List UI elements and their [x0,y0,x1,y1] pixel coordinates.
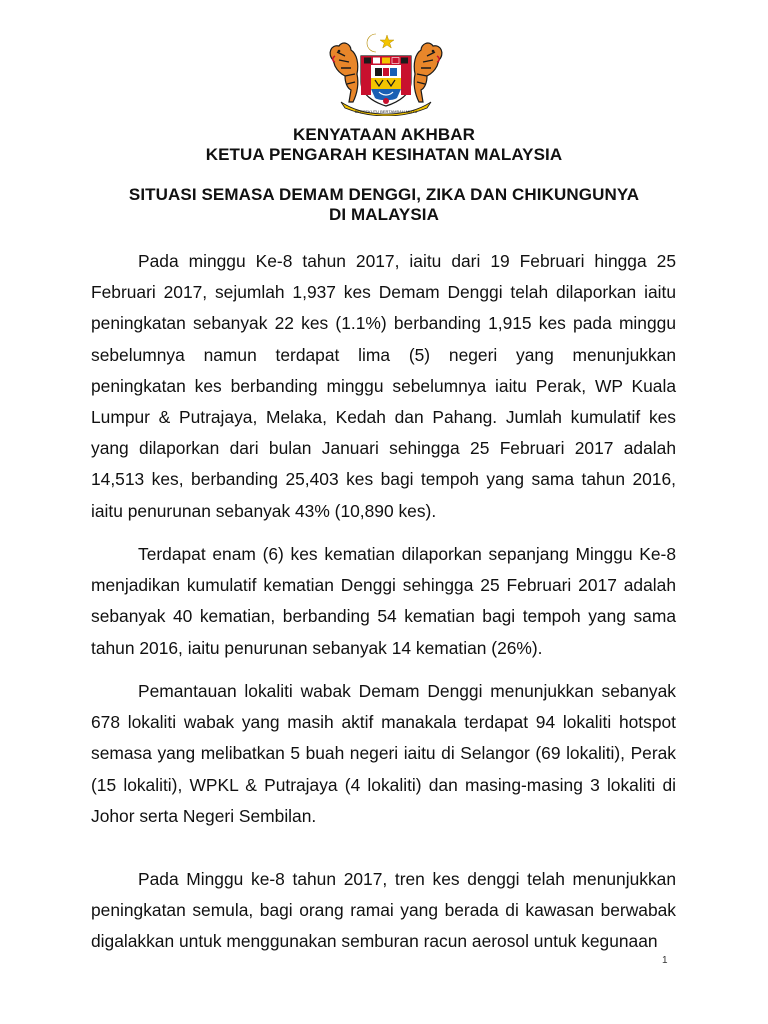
page-number: 1 [662,955,668,966]
issuer-heading: KETUA PENGARAH KESIHATAN MALAYSIA [205,145,563,164]
statement-type-heading: KENYATAAN AKHBAR [293,125,475,144]
body-paragraph-trend: Pada Minggu ke-8 tahun 2017, tren kes denggi telah menunjukkan peningkatan semula, bagi orang ramai yang berada di kawasan berwabak digalakkan untuk menggunakan semburan racun aerosol untuk kegunaan [91,869,676,952]
malaysia-coat-of-arms-logo [323,30,449,116]
body-paragraph-localities: Pemantauan lokaliti wabak Demam Denggi menunjukkan sebanyak 678 lokaliti wabak yang masih aktif manakala terdapat 94 lokaliti hotspot semasa yang melibatkan 5 buah negeri iaitu di Selangor (69 lokaliti), Perak (15 lokaliti), WPKL & Putrajaya (4 lokaliti) dan masing-masing 3 lokaliti di Johor serta Negeri Sembilan. [91,681,676,826]
body-paragraph-deaths: Terdapat enam (6) kes kematian dilaporkan sepanjang Minggu Ke-8 menjadikan kumulatif kematian Denggi sehingga 25 Februari 2017 adalah sebanyak 40 kematian, berbanding 54 kematian bagi tempoh yang sama tahun 2016, iaitu penurunan sebanyak 14 kematian (26%). [91,544,676,658]
subject-heading-line2: DI MALAYSIA [328,205,440,224]
subject-heading-line1: SITUASI SEMASA DEMAM DENGGI, ZIKA DAN CHIKUNGUNYA [128,185,640,204]
crest-motto: BERSEKUTU BERTAMBAH MUTU [354,109,418,114]
body-paragraph-weekly-cases: Pada minggu Ke-8 tahun 2017, iaitu dari 19 Februari hingga 25 Februari 2017, sejumlah 1,937 kes Demam Denggi telah dilaporkan iaitu peningkatan sebanyak 22 kes (1.1%) berbanding 1,915 kes pada minggu sebelumnya namun terdapat lima (5) negeri yang menunjukkan peningkatan kes berbanding minggu sebelumnya iaitu Perak, WP Kuala Lumpur & Putrajaya, Melaka, Kedah dan Pahang. Jumlah kumulatif kes yang dilaporkan dari bulan Januari sehingga 25 Februari 2017 adalah 14,513 kes, berbanding 25,403 kes bagi tempoh yang sama tahun 2016, iaitu penurunan sebanyak 43% (10,890 kes). [91,251,676,521]
